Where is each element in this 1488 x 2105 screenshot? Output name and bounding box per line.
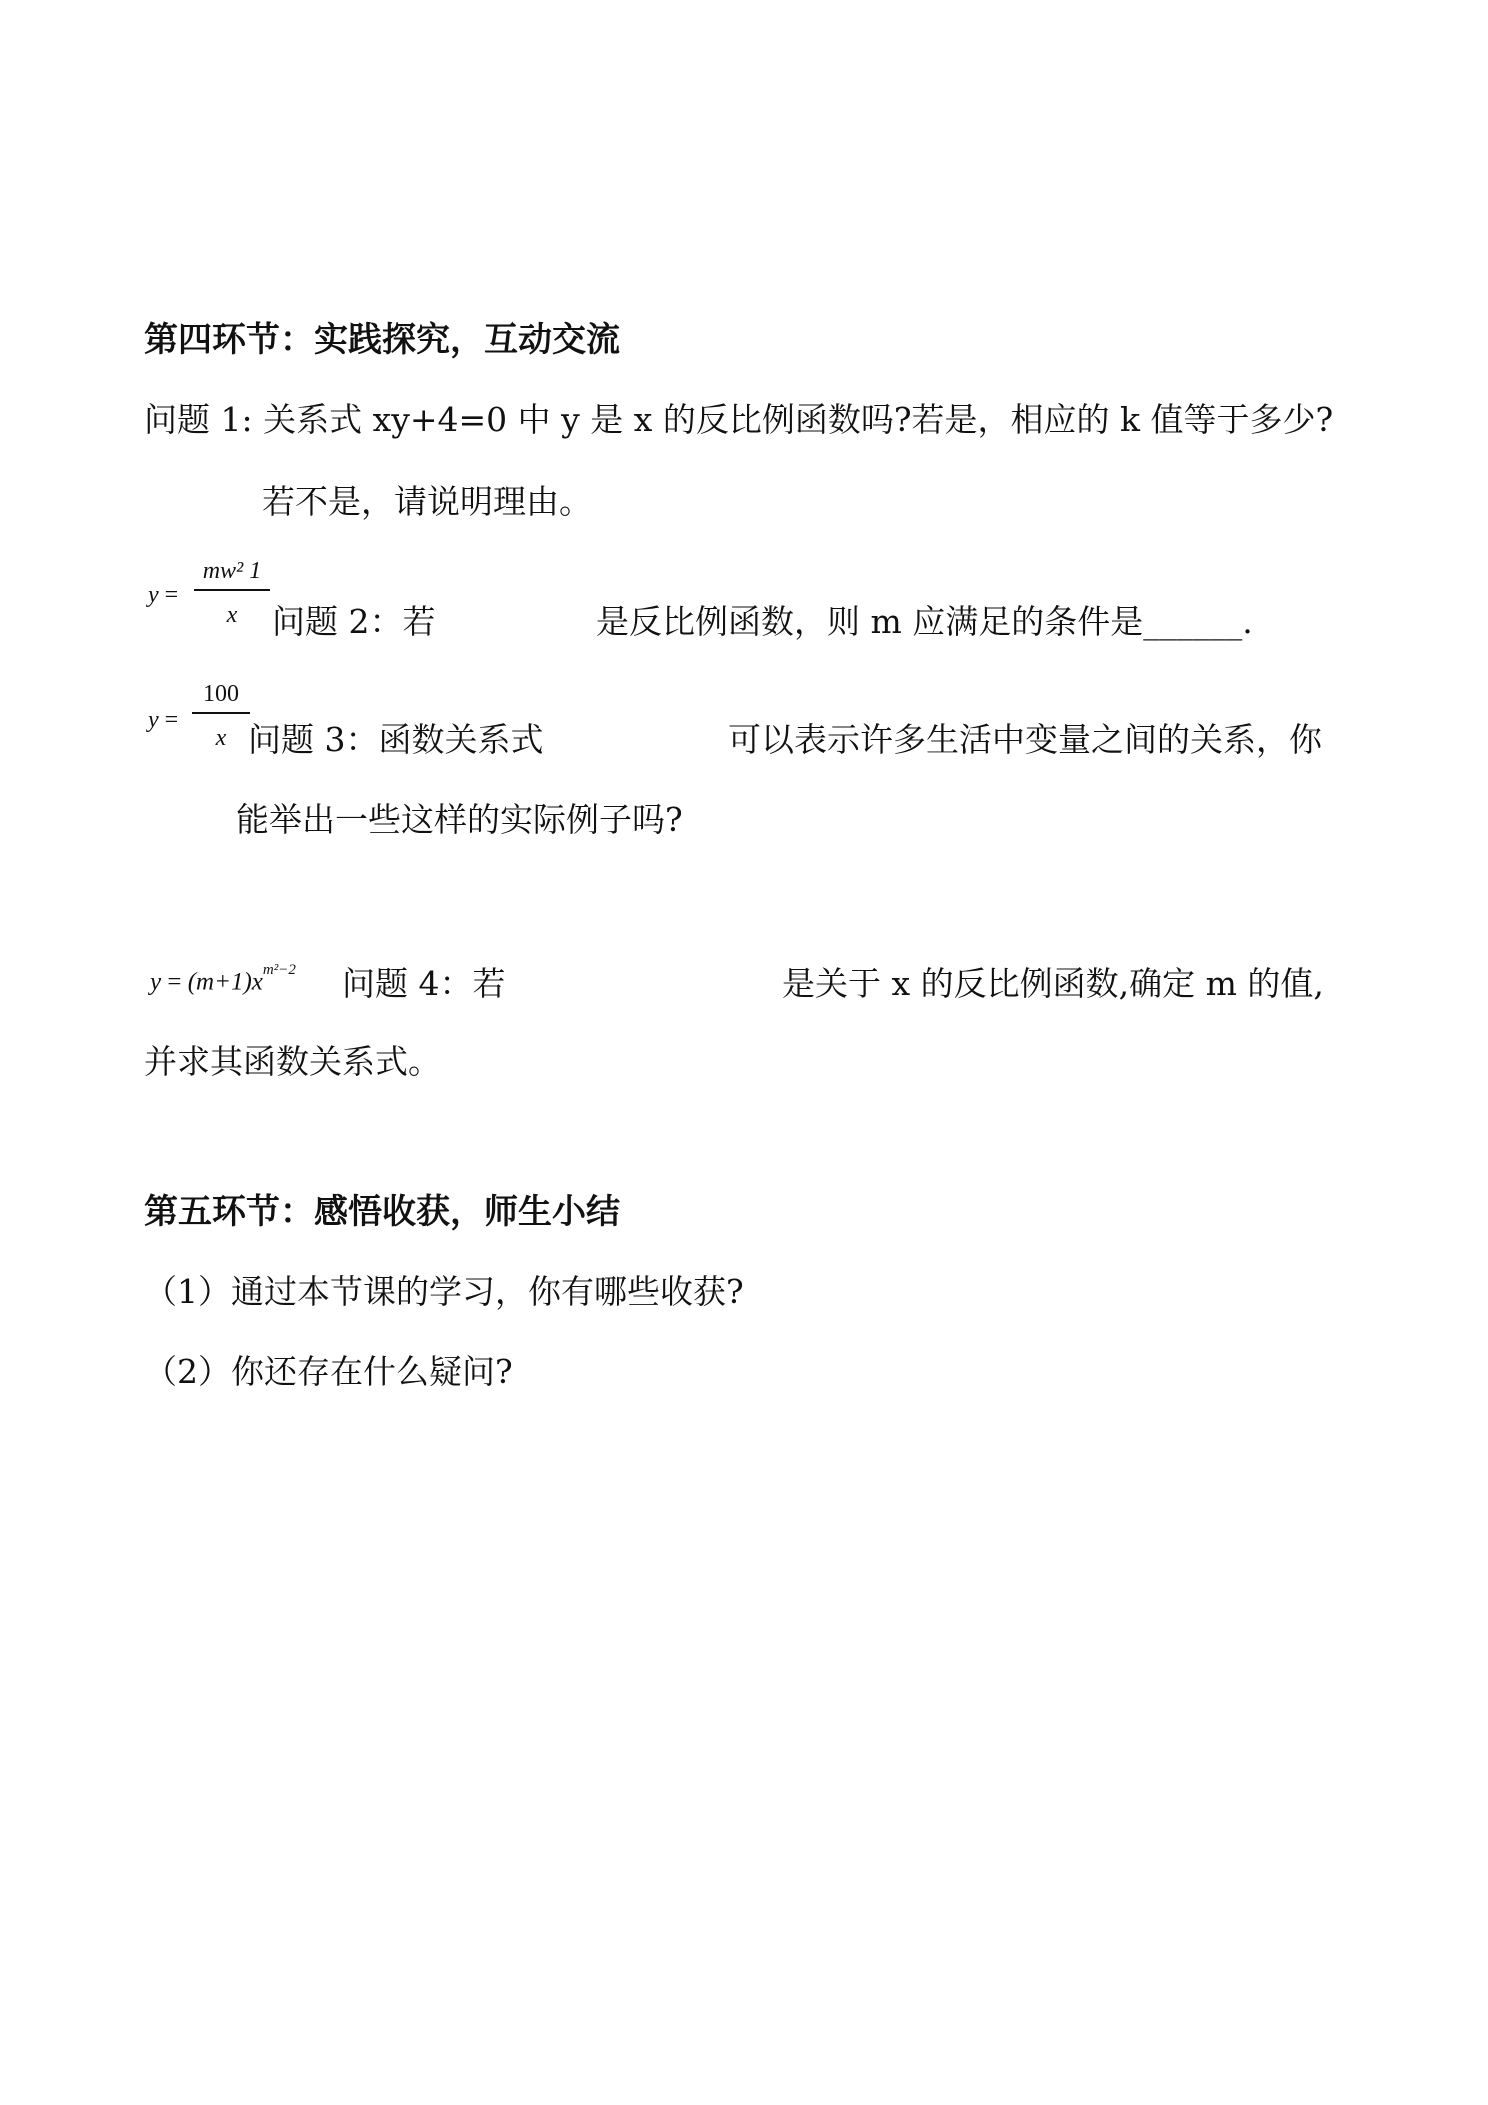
question2-formula — [148, 555, 268, 635]
formula-denominator: x — [226, 602, 238, 628]
question3-text: 可以表示许多生活中变量之间的关系，你 — [728, 720, 1322, 759]
question2-text: 是反比例函数，则 m 应满足的条件是______. — [596, 602, 1253, 641]
question3-label: 问题 3：函数关系式 — [248, 720, 544, 759]
summary-item-1: （1）通过本节课的学习，你有哪些收获? — [144, 1272, 744, 1311]
question1-line1: 问题 1: 关系式 xy+4=0 中 y 是 x 的反比例函数吗?若是，相应的 k 值等于多少? — [144, 400, 1334, 439]
summary-item-2: （2）你还存在什么疑问? — [144, 1352, 513, 1391]
question4-text: 是关于 x 的反比例函数,确定 m 的值, — [782, 964, 1324, 1003]
section4-heading: 第四环节：实践探究，互动交流 — [144, 320, 620, 360]
section5-heading: 第五环节：感悟收获，师生小结 — [144, 1192, 620, 1232]
fraction-bar — [194, 589, 270, 591]
question4-line2: 并求其函数关系式。 — [144, 1042, 441, 1081]
formula-numerator: mw² 1 — [202, 558, 262, 584]
question3-line2: 能举出一些这样的实际例子吗? — [236, 800, 683, 839]
question4-formula: $y = (m+1)x^{m^2-2}$ — [150, 962, 296, 996]
formula-denominator: x — [215, 725, 227, 751]
formula-y: y = — [148, 582, 179, 608]
formula-numerator: 100 — [203, 681, 239, 707]
question1-line2: 若不是，请说明理由。 — [262, 482, 592, 521]
question2-label: 问题 2：若 — [272, 602, 436, 641]
formula-y: y = — [148, 707, 179, 733]
fraction-bar — [192, 712, 250, 714]
question4-label: 问题 4：若 — [342, 964, 506, 1003]
question3-formula — [148, 680, 248, 760]
